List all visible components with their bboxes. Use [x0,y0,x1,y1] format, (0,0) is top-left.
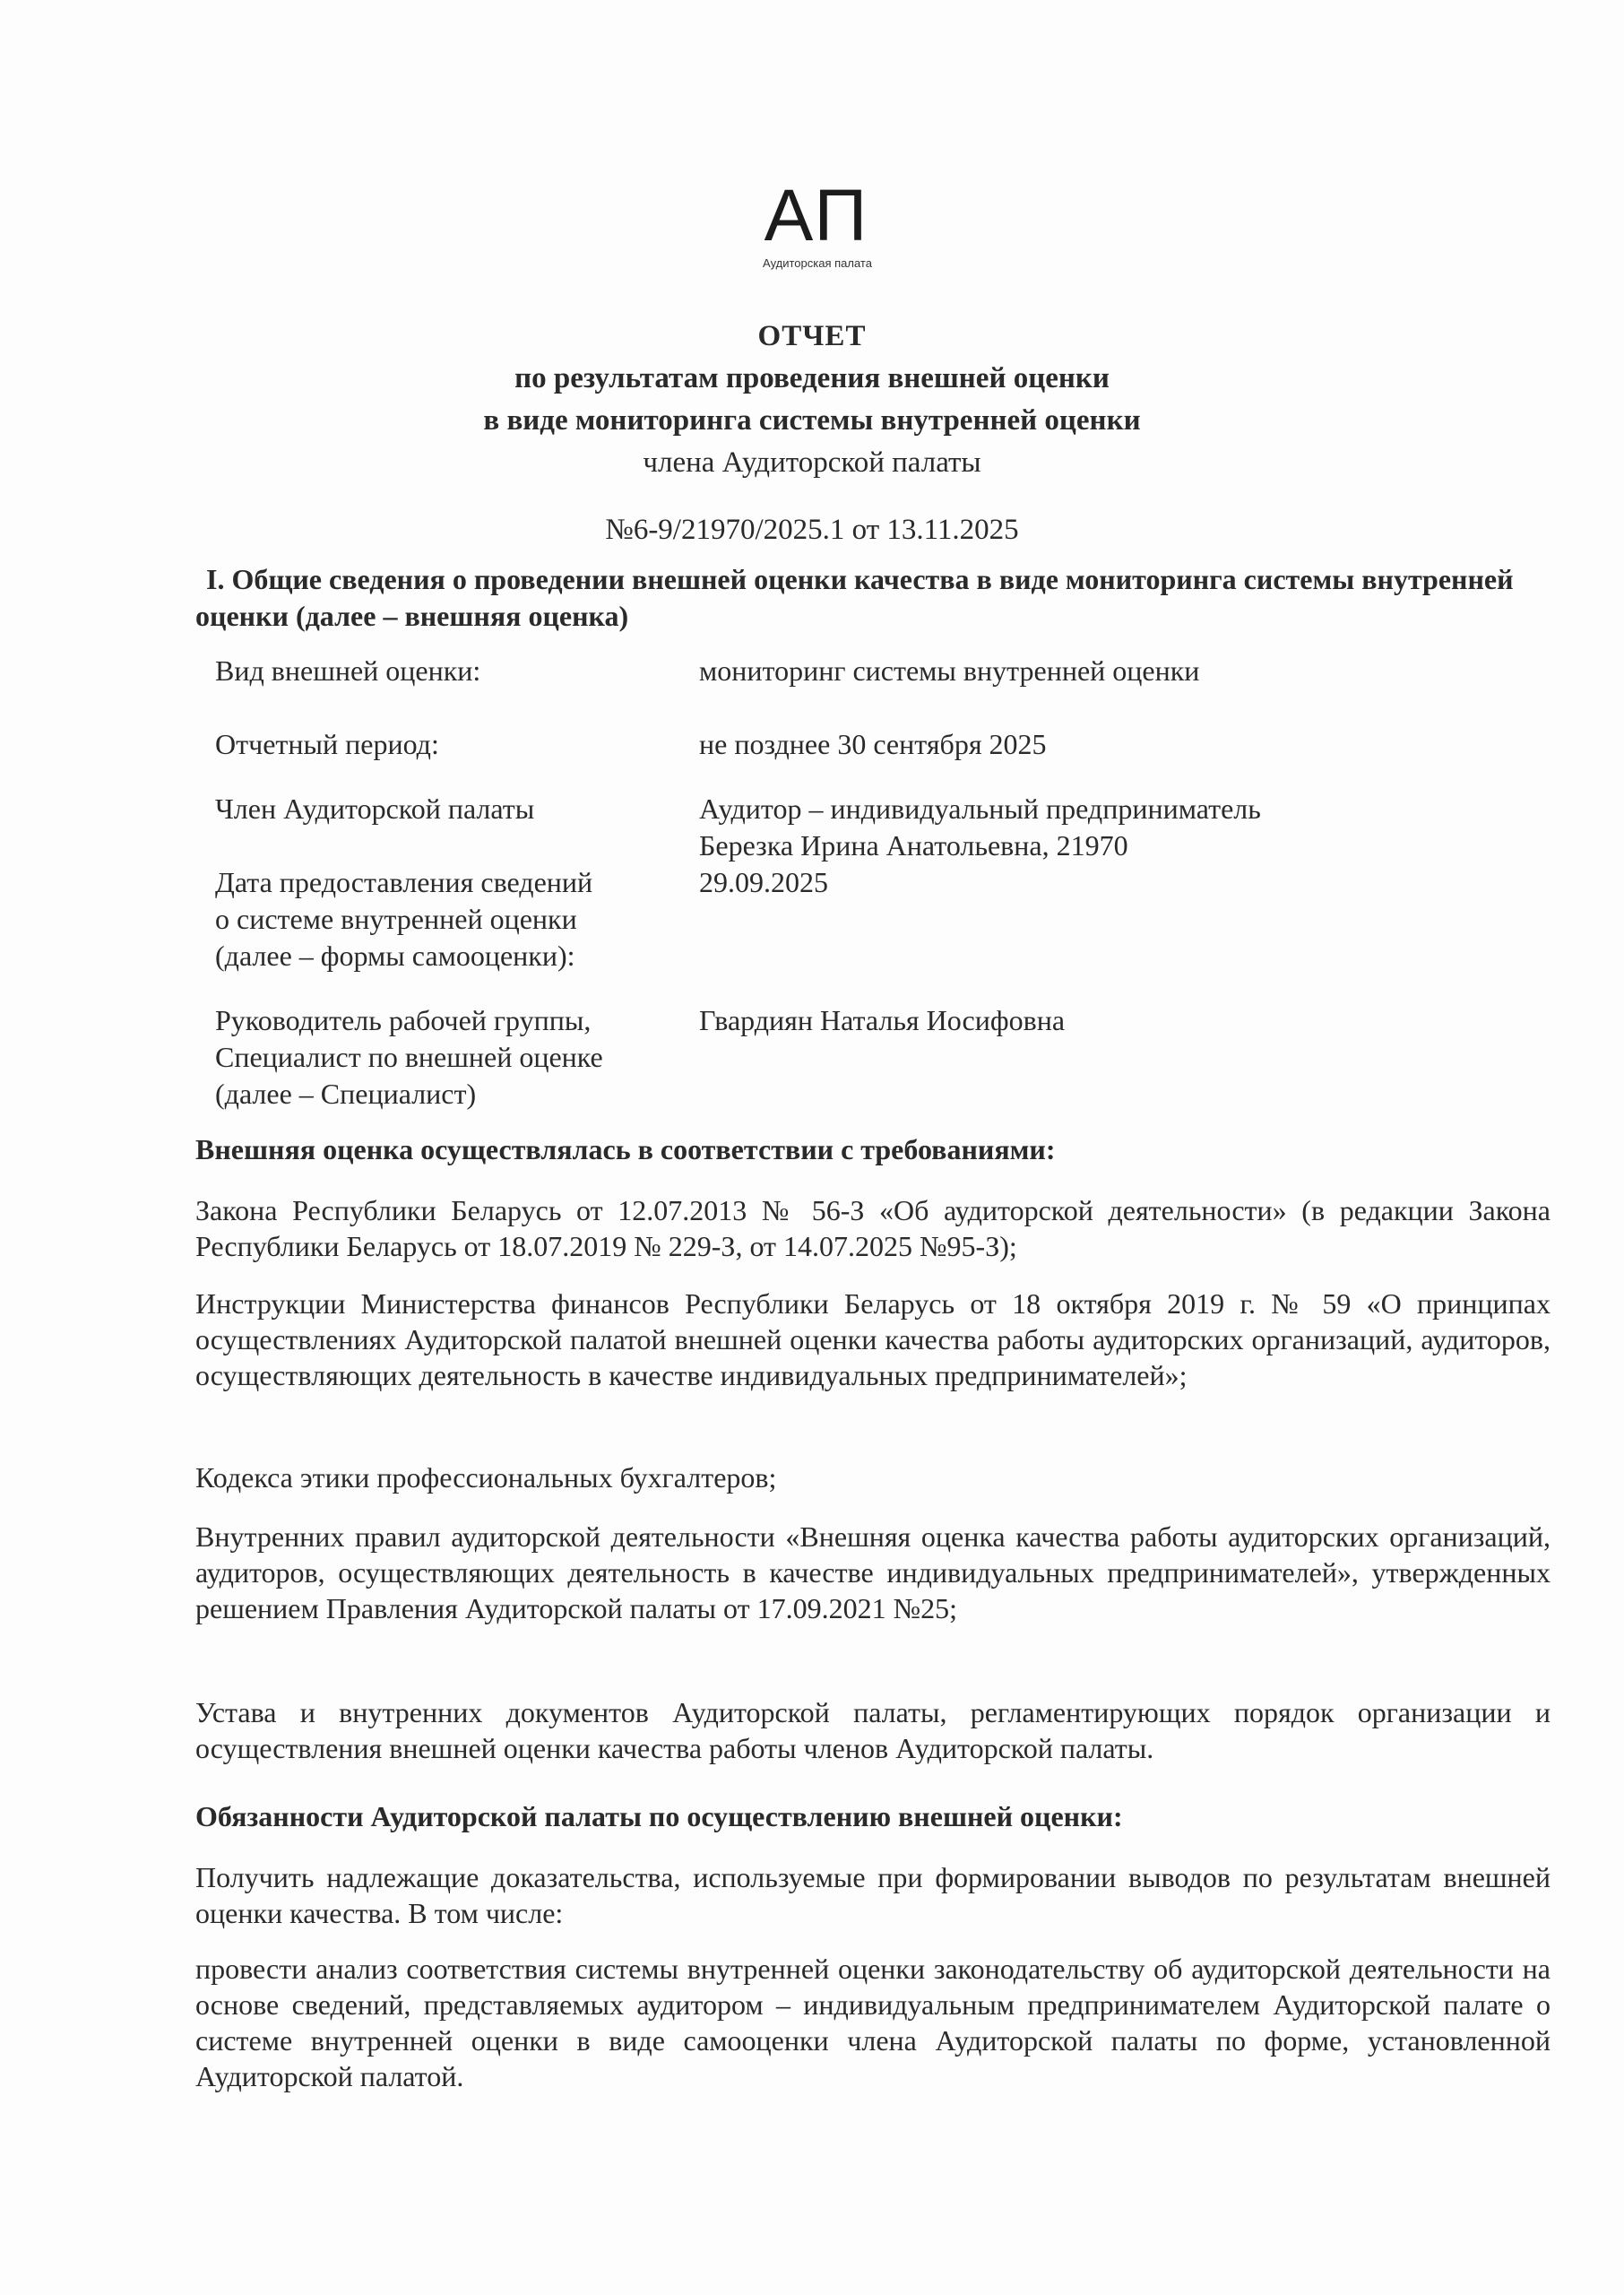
logo-mark: АП [764,175,869,256]
info-value: не позднее 30 сентября 2025 [699,728,1047,760]
requirements-heading: Внешняя оценка осуществлялась в соответствии с требованиями: [195,1133,1056,1165]
section-1-title: I. Общие сведения о проведении внешней оценки качества в виде мониторинга системы внутренней оценки (далее – внешняя оценка) [195,563,1514,632]
requirement-item: Закона Республики Беларусь от 12.07.2013 № 56-З «Об аудиторской деятельности» (в редакции Закона Республики Беларусь от 18.07.2019 № 229-З, от 14.07.2025 №95-З); [195,1194,1551,1262]
report-number: №6-9/21970/2025.1 от 13.11.2025 [605,514,1019,546]
info-label-line: (далее – Специалист) [215,1078,477,1110]
info-label [215,1002,681,1113]
info-label-line: Дата предоставления сведений [215,866,593,898]
info-label-line: Руководитель рабочей группы, [215,1004,592,1036]
report-header [0,316,1624,551]
info-label-line: о системе внутренней оценки [215,903,577,935]
info-label-line: (далее – формы самооценки): [215,940,575,972]
report-subtitle-line-2: в виде мониторинга системы внутренней оценки [483,404,1141,437]
duties-heading: Обязанности Аудиторской палаты по осуществлению внешней оценки: [195,1800,1123,1832]
duty-item: провести анализ соответствия системы внутренней оценки законодательству об аудиторской деятельности на основе сведений, представляемых аудитором – индивидуальным предпринимателем Аудиторской палате о системе внутренней оценки в виде самооценки члена Аудиторской палаты по форме, установленной Аудиторской палатой. [195,1953,1551,2092]
info-label-line: Специалист по внешней оценке [215,1041,603,1073]
info-value-line: Березка Ирина Анатольевна, 21970 [699,829,1128,862]
duty-item: Получить надлежащие доказательства, используемые при формировании выводов по результатам внешней оценки качества. В том числе: [195,1861,1551,1929]
logo-caption: Аудиторская палата [763,256,872,270]
requirement-item: Устава и внутренних документов Аудиторской палаты, регламентирующих порядок организации и осуществления внешней оценки качества работы членов Аудиторской палаты. [195,1696,1551,1764]
requirement-item: Внутренних правил аудиторской деятельности «Внешняя оценка качества работы аудиторских организаций, аудиторов, осуществляющих деятельность в качестве индивидуальных предпринимателей», утвержденных решением Правления Аудиторской палаты от 17.09.2021 №25; [195,1520,1551,1624]
report-subtitle-line-1: по результатам проведения внешней оценки [514,362,1110,394]
info-label: Член Аудиторской палаты [215,792,535,825]
requirement-item: Кодекса этики профессиональных бухгалтеров; [195,1461,777,1494]
info-label [215,864,681,974]
report-title: ОТЧЕТ [757,320,867,352]
report-subtitle-line-3: члена Аудиторской палаты [643,446,981,479]
info-value: Гвардиян Наталья Иосифовна [699,1004,1066,1036]
info-value: мониторинг системы внутренней оценки [699,654,1200,687]
info-value: 29.09.2025 [699,866,828,898]
logo [0,175,1624,270]
requirement-item: Инструкции Министерства финансов Республики Беларусь от 18 октября 2019 г. № 59 «О принципах осуществлениях Аудиторской палатой внешней оценки качества работы аудиторских организаций, аудиторов, осуществляющих деятельность в качестве индивидуальных предпринимателей»; [195,1287,1551,1391]
info-label: Отчетный период: [215,728,439,760]
info-value [699,791,1551,864]
info-label: Вид внешней оценки: [215,654,481,687]
info-value-line: Аудитор – индивидуальный предприниматель [699,792,1261,825]
